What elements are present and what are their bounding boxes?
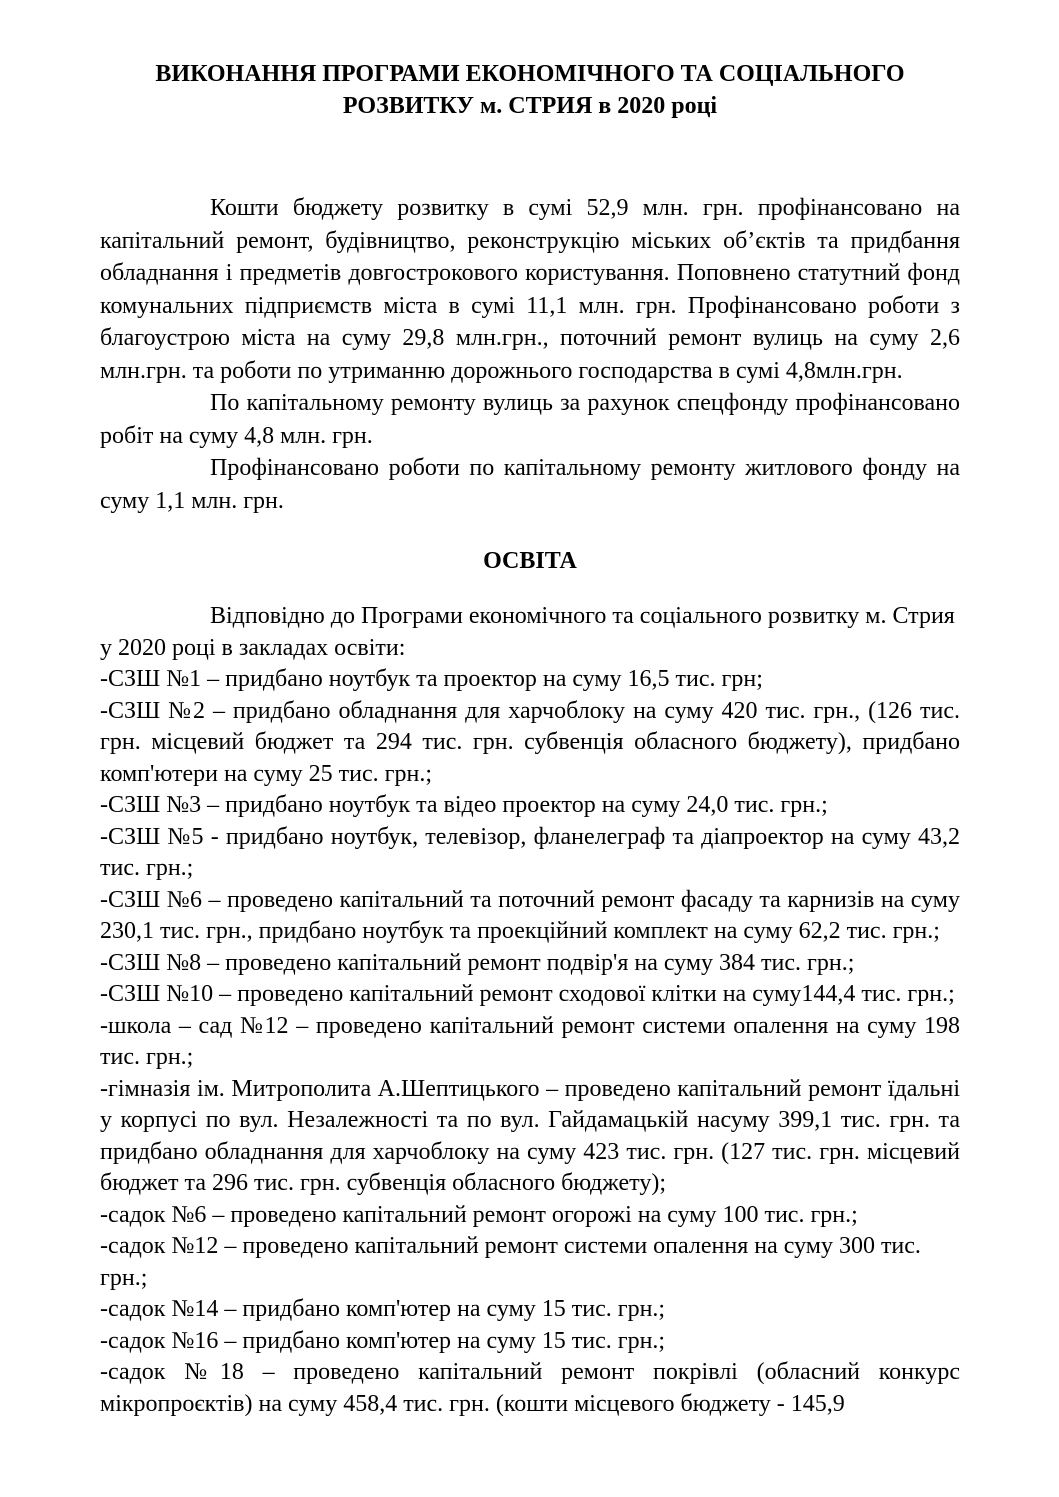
list-item: -садок №6 – проведено капітальний ремонт огорожі на суму 100 тис. грн.; <box>100 1201 858 1228</box>
list-item: -СЗШ №3 – придбано ноутбук та відео проектор на суму 24,0 тис. грн.; <box>100 792 828 818</box>
list-item: -СЗШ №8 – проведено капітальний ремонт подвір'я на суму 384 тис. грн.; <box>100 949 855 976</box>
document-title-line-1: ВИКОНАННЯ ПРОГРАМИ ЕКОНОМІЧНОГО ТА СОЦІАЛЬНОГО <box>155 61 905 87</box>
spacer <box>100 122 960 192</box>
intro-paragraph: Кошти бюджету розвитку в сумі 52,9 млн. грн. профінансовано на капітальний ремонт, будівництво, реконструкцію міських об’єктів та придбання обладнання і предметів довгострокового користування. Поповнено статутний фонд комунальних підприємств міста в сумі 11,1 млн. грн. Профінансовано роботи з благоустрою міста на суму 29,8 млн.грн., поточний ремонт вулиць на суму 2,6 млн.грн. та роботи по утриманню дорожнього господарства в сумі 4,8млн.грн. <box>100 195 960 384</box>
document-title-line-2: РОЗВИТКУ м. СТРИЯ в 2020 році <box>342 93 718 119</box>
list-item: -СЗШ №2 – придбано обладнання для харчоблоку на суму 420 тис. грн., (126 тис. грн. місцевий бюджет та 294 тис. грн. субвенція обласного бюджету), придбано комп'ютери на суму 25 тис. грн.; <box>100 697 960 787</box>
list-item: -школа – сад №12 – проведено капітальний ремонт системи опалення на суму 198 тис. грн.; <box>100 1012 960 1070</box>
spacer <box>100 517 960 545</box>
list-item: -СЗШ №1 – придбано ноутбук та проектор на суму 16,5 тис. грн; <box>100 666 763 692</box>
spacer <box>100 577 960 601</box>
document-page <box>100 58 960 1420</box>
section-intro: Відповідно до Програми економічного та соціального розвитку м. Стрия у 2020 році в закладах освіти: <box>100 603 955 661</box>
intro-paragraph: Профінансовано роботи по капітальному ремонту житлового фонду на суму 1,1 млн. грн. <box>100 455 960 514</box>
list-item: -садок №16 – придбано комп'ютер на суму 15 тис. грн.; <box>100 1327 666 1354</box>
list-item: -садок №12 – проведено капітальний ремонт системи опалення на суму 300 тис. грн.; <box>100 1233 921 1291</box>
list-item: -садок №14 – придбано комп'ютер на суму 15 тис. грн.; <box>100 1296 666 1322</box>
list-item: -СЗШ №5 - придбано ноутбук, телевізор, фланелеграф та діапроектор на суму 43,2 тис. грн.; <box>100 823 960 881</box>
list-item: -СЗШ №10 – проведено капітальний ремонт сходової клітки на суму144,4 тис. грн.; <box>100 981 955 1007</box>
intro-paragraph: По капітальному ремонту вулиць за рахунок спецфонду профінансовано робіт на суму 4,8 млн. грн. <box>100 390 960 449</box>
list-item: -гімназія ім. Митрополита А.Шептицького – проведено капітальний ремонт їдальні у корпусі по вул. Незалежності та по вул. Гайдамацькій насуму 399,1 тис. грн. та придбано обладнання для харчоблоку на суму 423 тис. грн. (127 тис. грн. місцевий бюджет та 296 тис. грн. субвенція обласного бюджету); <box>100 1075 960 1196</box>
list-item: -садок №18 – проведено капітальний ремонт покрівлі (обласний конкурс мікропроєктів) на суму 458,4 тис. грн. (кошти місцевого бюджету - 145,9 <box>100 1359 960 1417</box>
section-heading: ОСВІТА <box>483 548 577 574</box>
list-item: -СЗШ №6 – проведено капітальний та поточний ремонт фасаду та карнизів на суму 230,1 тис. грн., придбано ноутбук та проекційний комплект на суму 62,2 тис. грн.; <box>100 886 960 944</box>
